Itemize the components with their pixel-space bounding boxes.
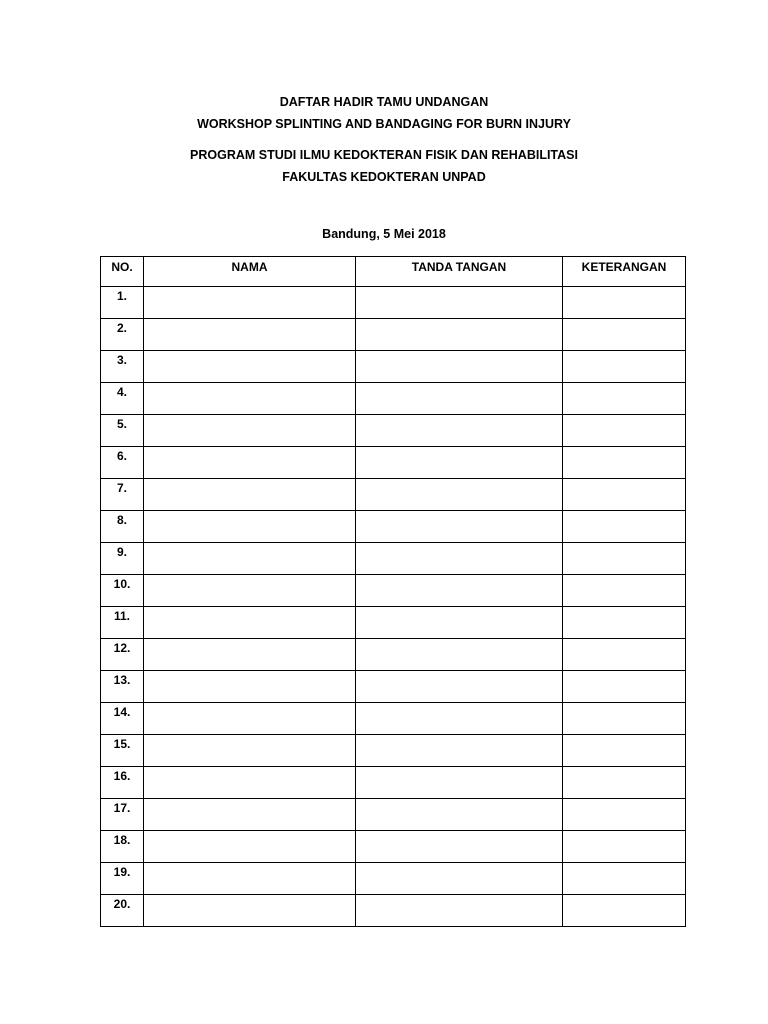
row-number: 12. bbox=[101, 639, 144, 671]
remarks-cell bbox=[563, 799, 686, 831]
table-row bbox=[101, 447, 686, 479]
document-date: Bandung, 5 Mei 2018 bbox=[322, 227, 446, 241]
table-row bbox=[101, 671, 686, 703]
table-row bbox=[101, 703, 686, 735]
remarks-cell bbox=[563, 863, 686, 895]
row-number: 16. bbox=[101, 767, 144, 799]
name-cell bbox=[144, 543, 356, 575]
signature-cell bbox=[356, 319, 563, 351]
table-row bbox=[101, 479, 686, 511]
name-cell bbox=[144, 575, 356, 607]
remarks-cell bbox=[563, 639, 686, 671]
remarks-cell bbox=[563, 767, 686, 799]
table-row bbox=[101, 287, 686, 319]
name-cell bbox=[144, 447, 356, 479]
name-cell bbox=[144, 799, 356, 831]
row-number: 19. bbox=[101, 863, 144, 895]
program-name: PROGRAM STUDI ILMU KEDOKTERAN FISIK DAN REHABILITASI bbox=[190, 148, 578, 162]
name-cell bbox=[144, 767, 356, 799]
signature-cell bbox=[356, 575, 563, 607]
signature-cell bbox=[356, 895, 563, 927]
table-row bbox=[101, 575, 686, 607]
table-row bbox=[101, 319, 686, 351]
remarks-cell bbox=[563, 831, 686, 863]
remarks-cell bbox=[563, 479, 686, 511]
row-number: 11. bbox=[101, 607, 144, 639]
row-number: 7. bbox=[101, 479, 144, 511]
column-header-keterangan: KETERANGAN bbox=[563, 257, 686, 287]
table-row bbox=[101, 511, 686, 543]
remarks-cell bbox=[563, 735, 686, 767]
signature-cell bbox=[356, 735, 563, 767]
remarks-cell bbox=[563, 575, 686, 607]
row-number: 5. bbox=[101, 415, 144, 447]
name-cell bbox=[144, 607, 356, 639]
signature-cell bbox=[356, 287, 563, 319]
table-row bbox=[101, 831, 686, 863]
name-cell bbox=[144, 863, 356, 895]
remarks-cell bbox=[563, 703, 686, 735]
remarks-cell bbox=[563, 351, 686, 383]
remarks-cell bbox=[563, 511, 686, 543]
name-cell bbox=[144, 831, 356, 863]
table-row bbox=[101, 607, 686, 639]
name-cell bbox=[144, 895, 356, 927]
name-cell bbox=[144, 351, 356, 383]
signature-cell bbox=[356, 543, 563, 575]
attendance-table bbox=[100, 256, 686, 927]
signature-cell bbox=[356, 799, 563, 831]
signature-cell bbox=[356, 351, 563, 383]
signature-cell bbox=[356, 607, 563, 639]
row-number: 17. bbox=[101, 799, 144, 831]
table-row bbox=[101, 895, 686, 927]
row-number: 6. bbox=[101, 447, 144, 479]
signature-cell bbox=[356, 511, 563, 543]
signature-cell bbox=[356, 447, 563, 479]
signature-cell bbox=[356, 415, 563, 447]
name-cell bbox=[144, 703, 356, 735]
name-cell bbox=[144, 415, 356, 447]
table-row bbox=[101, 383, 686, 415]
row-number: 18. bbox=[101, 831, 144, 863]
signature-cell bbox=[356, 831, 563, 863]
table-row bbox=[101, 351, 686, 383]
table-row bbox=[101, 863, 686, 895]
row-number: 10. bbox=[101, 575, 144, 607]
signature-cell bbox=[356, 863, 563, 895]
row-number: 4. bbox=[101, 383, 144, 415]
table-header-row bbox=[101, 257, 686, 287]
workshop-title: WORKSHOP SPLINTING AND BANDAGING FOR BURN INJURY bbox=[197, 117, 571, 131]
row-number: 1. bbox=[101, 287, 144, 319]
row-number: 15. bbox=[101, 735, 144, 767]
column-header-no: NO. bbox=[101, 257, 144, 287]
row-number: 3. bbox=[101, 351, 144, 383]
remarks-cell bbox=[563, 319, 686, 351]
signature-cell bbox=[356, 671, 563, 703]
name-cell bbox=[144, 383, 356, 415]
row-number: 9. bbox=[101, 543, 144, 575]
table-row bbox=[101, 735, 686, 767]
column-header-nama: NAMA bbox=[144, 257, 356, 287]
faculty-name: FAKULTAS KEDOKTERAN UNPAD bbox=[282, 170, 486, 184]
name-cell bbox=[144, 735, 356, 767]
name-cell bbox=[144, 287, 356, 319]
name-cell bbox=[144, 639, 356, 671]
signature-cell bbox=[356, 383, 563, 415]
signature-cell bbox=[356, 479, 563, 511]
name-cell bbox=[144, 671, 356, 703]
row-number: 2. bbox=[101, 319, 144, 351]
remarks-cell bbox=[563, 383, 686, 415]
row-number: 20. bbox=[101, 895, 144, 927]
table-row bbox=[101, 767, 686, 799]
signature-cell bbox=[356, 639, 563, 671]
remarks-cell bbox=[563, 287, 686, 319]
table-body bbox=[101, 287, 686, 927]
row-number: 13. bbox=[101, 671, 144, 703]
name-cell bbox=[144, 319, 356, 351]
table-row bbox=[101, 415, 686, 447]
row-number: 14. bbox=[101, 703, 144, 735]
document-title: DAFTAR HADIR TAMU UNDANGAN bbox=[279, 95, 489, 109]
remarks-cell bbox=[563, 447, 686, 479]
name-cell bbox=[144, 479, 356, 511]
remarks-cell bbox=[563, 895, 686, 927]
table-row bbox=[101, 799, 686, 831]
column-header-tanda-tangan: TANDA TANGAN bbox=[356, 257, 563, 287]
remarks-cell bbox=[563, 671, 686, 703]
remarks-cell bbox=[563, 543, 686, 575]
table-row bbox=[101, 543, 686, 575]
signature-cell bbox=[356, 767, 563, 799]
remarks-cell bbox=[563, 415, 686, 447]
table-row bbox=[101, 639, 686, 671]
signature-cell bbox=[356, 703, 563, 735]
remarks-cell bbox=[563, 607, 686, 639]
name-cell bbox=[144, 511, 356, 543]
row-number: 8. bbox=[101, 511, 144, 543]
